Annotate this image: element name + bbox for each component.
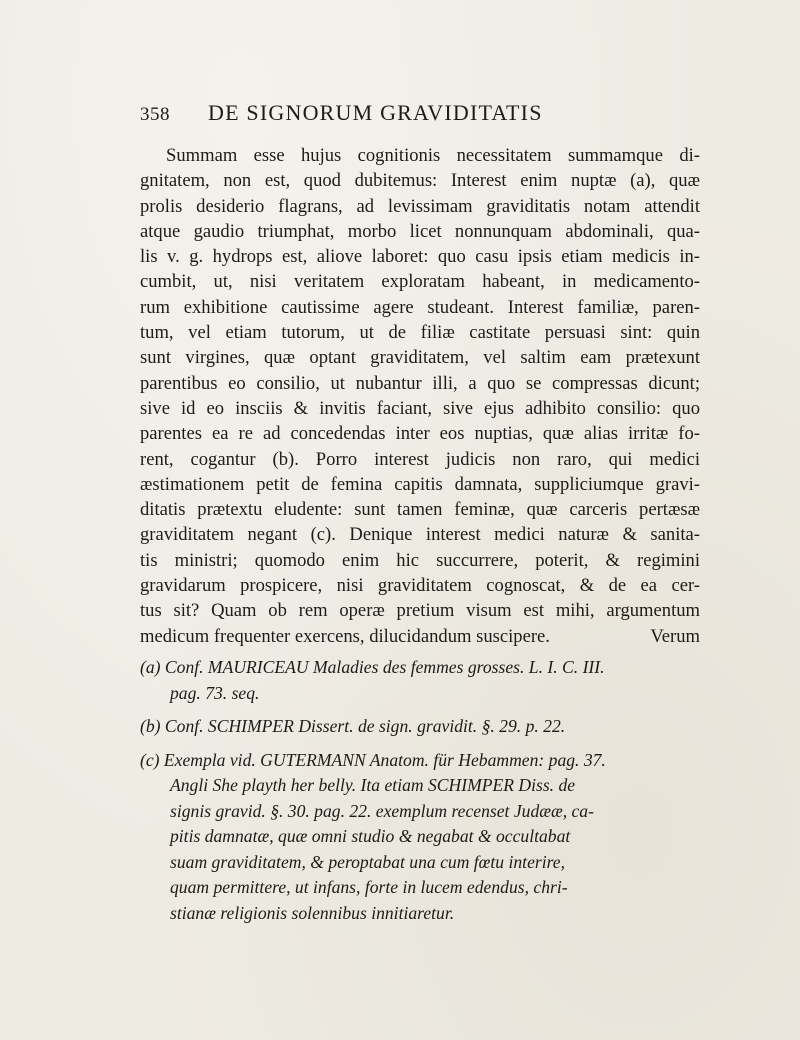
page-number: 358 xyxy=(140,104,170,125)
paragraph-line: tis ministri; quomodo enim hic succurrere, poterit, & regimini xyxy=(140,549,700,571)
paragraph-line: rum exhibitione cautissime agere studeant. Interest familiæ, paren- xyxy=(140,296,700,318)
paragraph-line: rent, cogantur (b). Porro interest judicis non raro, qui medici xyxy=(140,448,700,470)
paragraph-line: Summam esse hujus cognitionis necessitatem summamque di- xyxy=(166,145,700,166)
paragraph-line: tum, vel etiam tutorum, ut de filiæ castitate persuasi sint: quin xyxy=(140,322,700,344)
paragraph-line: atque gaudio triumphat, morbo licet nonnunquam abdominali, qua- xyxy=(140,220,700,242)
paragraph-line: medicum frequenter exercens, dilucidandum suscipere. xyxy=(140,625,550,647)
page-header xyxy=(140,100,700,130)
paragraph-line: gnitatem, non est, quod dubitemus: Interest enim nuptæ (a), quæ xyxy=(140,170,700,192)
footnote-line: quam permittere, ut infans, forte in lucem edendus, chri- xyxy=(170,877,568,897)
footnote-c xyxy=(140,748,710,927)
footnote-line: suam graviditatem, & peroptabat una cum fœtu interire, xyxy=(170,851,566,872)
catchword: Verum xyxy=(650,626,700,647)
footnote-line: pag. 73. seq. xyxy=(170,682,260,703)
paragraph-line: lis v. g. hydrops est, aliove laboret: quo casu ipsis etiam medicis in- xyxy=(140,246,700,268)
footnote-line: stianæ religionis solennibus innitiaretur. xyxy=(170,902,455,923)
paragraph-line: tus sit? Quam ob rem operæ pretium visum est mihi, argumentum xyxy=(140,600,700,622)
main-paragraph xyxy=(140,143,700,649)
footnote-line: Angli She playth her belly. Ita etiam SCHIMPER Diss. de xyxy=(170,775,576,795)
paragraph-line: graviditatem negant (c). Denique interest medici naturæ & sanita- xyxy=(140,524,700,546)
paragraph-line: sive id eo insciis & invitis faciant, sive ejus adhibito consilio: quo xyxy=(140,397,700,419)
footnote-line: (c) Exempla vid. GUTERMANN Anatom. für Hebammen: pag. 37. xyxy=(140,749,606,770)
footnote-line: signis gravid. §. 30. pag. 22. exemplum recenset Judææ, ca- xyxy=(170,800,594,821)
paragraph-line: ditatis prætextu eludente: sunt tamen feminæ, quæ carceris pertæsæ xyxy=(140,499,700,521)
footnote-line: (b) Conf. SCHIMPER Dissert. de sign. gravidit. §. 29. p. 22. xyxy=(140,716,566,736)
paragraph-line: prolis desiderio flagrans, ad levissimam graviditatis notam attendit xyxy=(140,195,700,217)
paragraph-line: parentes ea re ad concedendas inter eos nuptias, quæ alias irritæ fo- xyxy=(140,423,700,445)
footnote-a xyxy=(140,655,710,706)
paragraph-line: sunt virgines, quæ optant graviditatem, vel saltim eam prætexunt xyxy=(140,347,700,369)
paragraph-line: æstimationem petit de femina capitis damnata, suppliciumque gravi- xyxy=(140,473,700,495)
footnote-line: (a) Conf. MAURICEAU Maladies des femmes grosses. L. I. C. III. xyxy=(140,657,605,677)
footnotes xyxy=(140,655,710,934)
footnote-b xyxy=(140,714,710,740)
paragraph-line: parentibus eo consilio, ut nubantur illi, a quo se compressas dicunt; xyxy=(140,372,700,394)
running-title: DE SIGNORUM GRAVIDITATIS xyxy=(208,100,543,125)
paragraph-line: cumbit, ut, nisi veritatem exploratam habeant, in medicamento- xyxy=(140,271,700,293)
paragraph-line: gravidarum prospicere, nisi graviditatem cognoscat, & de ea cer- xyxy=(140,575,700,597)
footnote-line: pitis damnatæ, quæ omni studio & negabat & occultabat xyxy=(170,826,571,846)
